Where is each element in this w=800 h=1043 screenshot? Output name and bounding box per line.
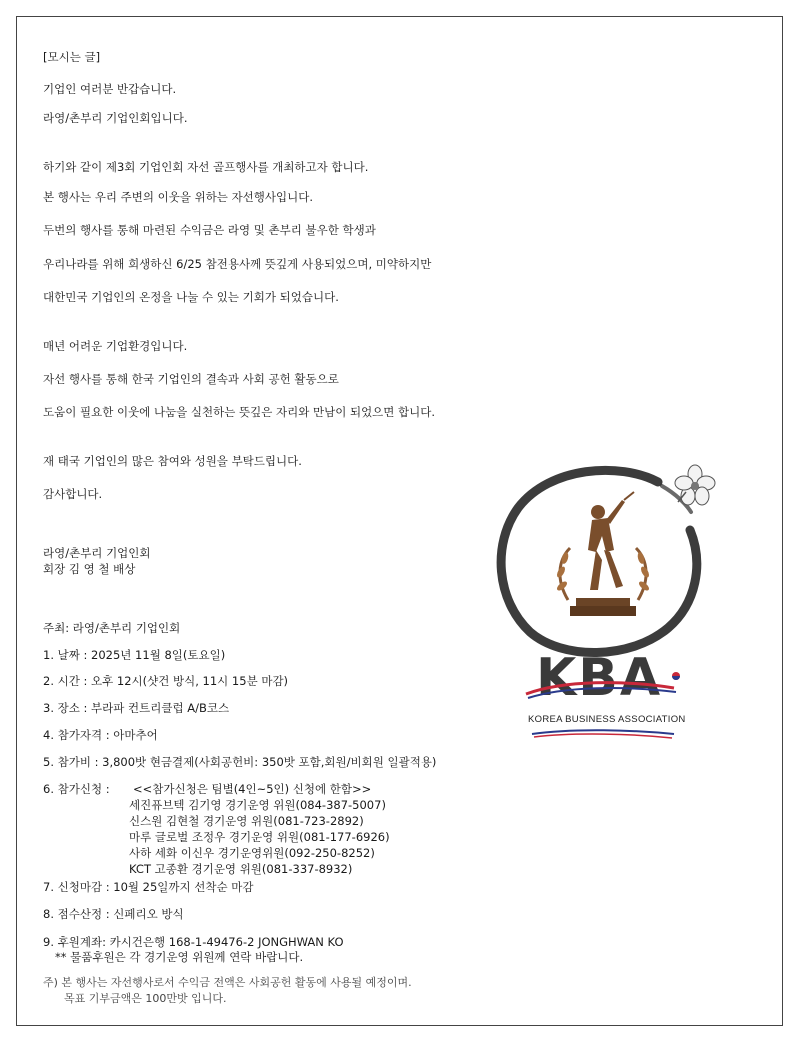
- apply-note: <<참가신청은 팀별(4인~5인) 신청에 한함>>: [133, 782, 372, 796]
- signature-name: 회장 김 영 철 배상: [43, 562, 136, 576]
- paragraph-line: 하기와 같이 제3회 기업인회 자선 골프행사를 개최하고자 합니다.: [43, 160, 369, 174]
- paragraph-line: 재 태국 기업인의 많은 참여와 성원을 부탁드립니다.: [43, 454, 302, 468]
- detail-fee: 5. 참가비 : 3,800밧 현금결제(사회공헌비: 350밧 포함,회원/비회원 일괄적용): [43, 755, 437, 769]
- detail-scoring: 8. 점수산정 : 신페리오 방식: [43, 907, 184, 921]
- sponsor-note: ** 물품후원은 각 경기운영 위원께 연락 바랍니다.: [55, 950, 304, 964]
- detail-account: 9. 후원계좌: 카시건은행 168-1-49476-2 JONGHWAN KO: [43, 935, 344, 949]
- detail-qualification: 4. 참가자격 : 아마추어: [43, 728, 158, 742]
- golfer-trophy-icon: [548, 490, 658, 620]
- paragraph-line: 매년 어려운 기업환경입니다.: [43, 339, 188, 353]
- detail-time: 2. 시간 : 오후 12시(샷건 방식, 11시 15분 마감): [43, 674, 289, 688]
- contact-line: 마루 글로벌 조정우 경기운영 위원(081-177-6926): [129, 830, 390, 844]
- paragraph-line: 자선 행사를 통해 한국 기업인의 결속과 사회 공헌 활동으로: [43, 372, 339, 386]
- intro: 라영/촌부리 기업인회입니다.: [43, 111, 188, 125]
- footnote-line: 주) 본 행사는 자선행사로서 수익금 전액은 사회공헌 활동에 사용될 예정이며.: [43, 976, 412, 989]
- letter-heading: [모시는 글]: [43, 50, 101, 64]
- detail-date: 1. 날짜 : 2025년 11월 8일(토요일): [43, 648, 226, 662]
- detail-deadline: 7. 신청마감 : 10월 25일까지 선착순 마감: [43, 880, 254, 894]
- contact-line: 사하 세화 이신우 경기운영위원(092-250-8252): [129, 846, 375, 860]
- swoosh-icon: [524, 672, 684, 742]
- paragraph-line: 두번의 행사를 통해 마련된 수익금은 라영 및 촌부리 불우한 학생과: [43, 223, 376, 237]
- paragraph-line: 우리나라를 위해 희생하신 6/25 참전용사께 뜻깊게 사용되었으며, 미약하지만: [43, 257, 432, 271]
- contact-line: 세진퓨브텍 김기영 경기운영 위원(084-387-5007): [129, 798, 386, 812]
- footnote-line: 목표 기부금액은 100만밧 입니다.: [64, 992, 227, 1005]
- contact-line: 신스원 김현철 경기운영 위원(081-723-2892): [129, 814, 364, 828]
- thanks: 감사합니다.: [43, 487, 103, 501]
- detail-apply-label: 6. 참가신청 :: [43, 782, 110, 796]
- flower-icon: [672, 462, 718, 508]
- kba-mark: KBA: [536, 648, 663, 708]
- signature-org: 라영/촌부리 기업인회: [43, 546, 151, 560]
- greeting: 기업인 여러분 반갑습니다.: [43, 82, 177, 96]
- kba-name: KOREA BUSINESS ASSOCIATION: [528, 714, 686, 725]
- contact-line: KCT 고종환 경기운영 위원(081-337-8932): [129, 862, 353, 876]
- paragraph-line: 본 행사는 우리 주변의 이웃을 위하는 자선행사입니다.: [43, 190, 313, 204]
- detail-place: 3. 장소 : 부라파 컨트리클럽 A/B코스: [43, 701, 230, 715]
- paragraph-line: 대한민국 기업인의 온정을 나눌 수 있는 기회가 되었습니다.: [43, 290, 339, 304]
- paragraph-line: 도움이 필요한 이웃에 나눔을 실천하는 뜻깊은 자리와 만남이 되었으면 합니다.: [43, 405, 436, 419]
- host: 주최: 라영/촌부리 기업인회: [43, 621, 181, 635]
